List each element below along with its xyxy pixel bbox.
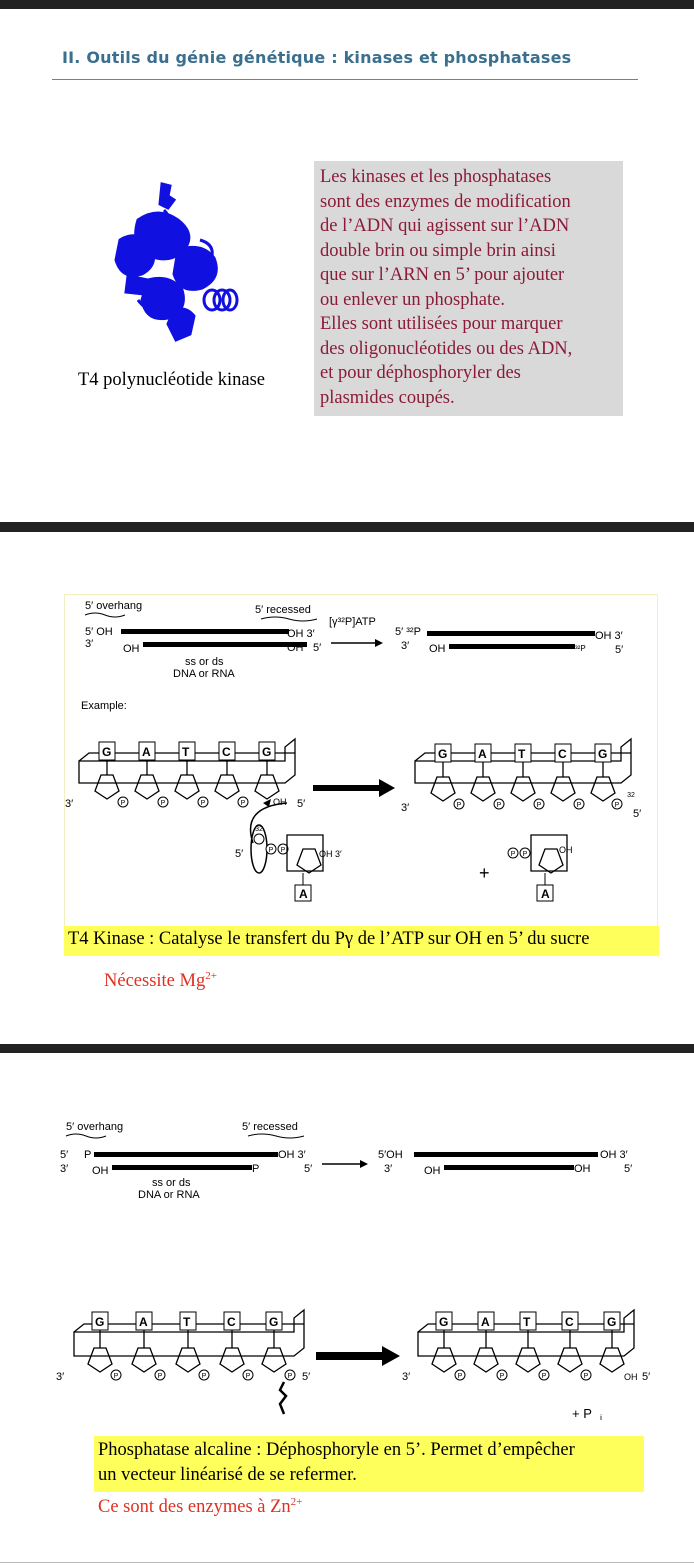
phosphate-p: P (240, 800, 246, 807)
three-prime-label: 3′ (60, 1163, 69, 1175)
base-g: G (598, 747, 608, 761)
phosphate-p: P (583, 1373, 589, 1380)
phosphate-p: P (120, 800, 126, 807)
plus-pi-label: + P (572, 1406, 592, 1420)
zinc-superscript: 2+ (290, 1496, 303, 1508)
reaction-arrow (313, 779, 395, 797)
strand-left (56, 1310, 310, 1414)
phosphate-p: P (536, 802, 542, 809)
base-g: G (102, 745, 112, 759)
p32-label: 32 (627, 792, 635, 799)
atp-32-label: 32 (255, 826, 263, 833)
adenine-a: A (541, 887, 550, 901)
three-prime-end: 3′ (56, 1371, 65, 1383)
phosphate-p: P (541, 1373, 547, 1380)
oh-three-label: OH 3′ (287, 628, 315, 640)
adp-molecule (479, 835, 573, 901)
phosphatase-reaction-diagram (52, 1116, 658, 1206)
product-five-prime-end: 5′ (624, 1163, 633, 1175)
phosphate-p: P (280, 847, 286, 854)
phosphate-p: P (496, 802, 502, 809)
info-line: plasmides coupés. (320, 387, 455, 408)
ss-ds-label: ss or ds (185, 656, 224, 668)
protein-structure-image (108, 180, 244, 352)
product-oh-right: OH (574, 1163, 591, 1175)
info-box (314, 161, 623, 416)
p-label: P (84, 1149, 92, 1161)
base-c: C (558, 747, 567, 761)
five-prime-label: 5′ (60, 1149, 69, 1161)
base-a: A (139, 1315, 148, 1329)
five-prime-end: 5′ (302, 1371, 311, 1383)
phosphatase-strand-diagram (52, 1302, 658, 1420)
phosphate-p: P (113, 1373, 119, 1380)
product-five-prime-label: 5′ ³²P (395, 626, 421, 638)
strand-left (65, 739, 305, 810)
slide-separator (0, 1044, 694, 1053)
product-32p-label: ³²P (575, 644, 586, 653)
product-oh-label: OH (429, 643, 446, 655)
reagent-label: [γ³²P]ATP (329, 616, 376, 628)
base-g: G (439, 1315, 449, 1329)
base-c: C (227, 1315, 236, 1329)
example-label: Example: (81, 700, 127, 712)
info-line: de l’ADN qui agissent sur l’ADN (320, 216, 570, 236)
kinase-diagram (64, 594, 658, 930)
adenine-a: A (299, 887, 308, 901)
slide-title: II. Outils du génie génétique : kinases et phosphatases (62, 48, 572, 67)
base-g: G (269, 1315, 279, 1329)
atp-molecule (235, 799, 342, 901)
phosphatase-line: un vecteur linéarisé de se refermer. (98, 1465, 357, 1485)
phosphatase-description (94, 1436, 644, 1492)
dna-rna-label: DNA or RNA (138, 1189, 200, 1201)
product-three-prime-label: 3′ (401, 640, 410, 652)
base-a: A (481, 1315, 490, 1329)
product-five-prime-oh: 5′OH (378, 1149, 403, 1161)
title-underline (52, 79, 638, 80)
atp-oh-three: OH 3′ (319, 849, 342, 859)
pi-subscript: i (600, 1413, 602, 1420)
phosphate-p: P (201, 1373, 207, 1380)
magnesium-note (104, 970, 217, 992)
base-c: C (565, 1315, 574, 1329)
recessed-label: 5′ recessed (255, 604, 311, 616)
phosphatase-line: Phosphatase alcaline : Déphosphoryle en 5’. Permet d’empêcher (98, 1440, 575, 1460)
zinc-text: Ce sont des enzymes à Zn (98, 1497, 291, 1518)
oh-label: OH (123, 643, 140, 655)
info-line: Elles sont utilisées pour marquer (320, 314, 563, 334)
three-prime-end: 3′ (65, 798, 74, 810)
three-prime-end: 3′ (401, 802, 410, 814)
oh-label: OH (92, 1165, 109, 1177)
base-a: A (142, 745, 151, 759)
five-prime-oh-label: 5′ OH (85, 626, 113, 638)
five-prime-end: 5′ (633, 808, 642, 820)
product-oh-three-label: OH 3′ (595, 630, 623, 642)
product-oh: OH (424, 1165, 441, 1177)
phosphate-p: P (522, 851, 528, 858)
atp-five-prime: 5′ (235, 848, 244, 860)
five-prime-end: 5′ (642, 1371, 651, 1383)
oh-three-label: OH 3′ (278, 1149, 306, 1161)
slide-separator (0, 522, 694, 532)
base-t: T (182, 745, 190, 759)
cleavage-mark (280, 1382, 286, 1414)
protein-caption: T4 polynucléotide kinase (78, 370, 266, 390)
phosphate-p: P (456, 802, 462, 809)
phosphate-p: P (499, 1373, 505, 1380)
phosphate-p: P (245, 1373, 251, 1380)
info-line: sont des enzymes de modification (320, 191, 571, 212)
magnesium-superscript: 2+ (205, 970, 217, 982)
bottom-divider (0, 1562, 694, 1563)
phosphate-p: P (157, 1373, 163, 1380)
overhang-label: 5′ overhang (66, 1121, 124, 1133)
base-g: G (262, 745, 272, 759)
info-line: Les kinases et les phosphatases (320, 167, 552, 187)
phosphate-p: P (576, 802, 582, 809)
base-g: G (607, 1315, 617, 1329)
recessed-label: 5′ recessed (242, 1121, 298, 1133)
three-prime-end: 3′ (402, 1371, 411, 1383)
info-line: que sur l’ARN en 5’ pour ajouter (320, 265, 565, 285)
magnesium-text: Nécessite Mg (104, 971, 206, 992)
p-label: P (252, 1163, 260, 1175)
base-g: G (438, 747, 448, 761)
overhang-label: 5′ overhang (85, 600, 143, 612)
product-oh-three: OH 3′ (600, 1149, 628, 1161)
slide-separator-top (0, 0, 694, 9)
phosphate-p: P (614, 802, 620, 809)
info-line: et pour déphosphoryler des (320, 363, 521, 383)
reaction-arrow (316, 1346, 400, 1366)
five-prime-end: 5′ (297, 798, 306, 810)
ss-ds-label: ss or ds (152, 1177, 191, 1189)
oh-end: OH (624, 1372, 638, 1382)
product-three-prime: 3′ (384, 1163, 393, 1175)
base-t: T (183, 1315, 191, 1329)
base-t: T (518, 747, 526, 761)
base-t: T (523, 1315, 531, 1329)
base-a: A (478, 747, 487, 761)
strand-right (401, 739, 641, 820)
phosphate-p: P (510, 851, 516, 858)
info-line: des oligonucléotides ou des ADN, (320, 338, 573, 359)
base-c: C (222, 745, 231, 759)
zinc-note (98, 1496, 302, 1518)
five-prime-label: 5′ (304, 1163, 313, 1175)
phosphate-p: P (268, 847, 274, 854)
phosphate-p: P (200, 800, 206, 807)
dna-rna-label: DNA or RNA (173, 668, 235, 680)
adp-oh: OH (559, 845, 573, 855)
product-five-prime-end: 5′ (615, 644, 624, 656)
base-g: G (95, 1315, 105, 1329)
info-line: ou enlever un phosphate. (320, 289, 505, 310)
plus-sign: + (479, 863, 490, 883)
info-line: double brin ou simple brin ainsi (320, 240, 556, 261)
oh-end: OH (273, 797, 287, 807)
five-prime-label: 5′ (313, 642, 322, 654)
oh-label: OH (287, 642, 304, 654)
three-prime-label: 3′ (85, 638, 94, 650)
phosphate-p: P (160, 800, 166, 807)
kinase-description: T4 Kinase : Catalyse le transfert du Pγ de l’ATP sur OH en 5’ du sucre (64, 926, 659, 956)
strand-right (402, 1310, 650, 1383)
phosphate-p: P (457, 1373, 463, 1380)
phosphate-p: P (287, 1373, 293, 1380)
